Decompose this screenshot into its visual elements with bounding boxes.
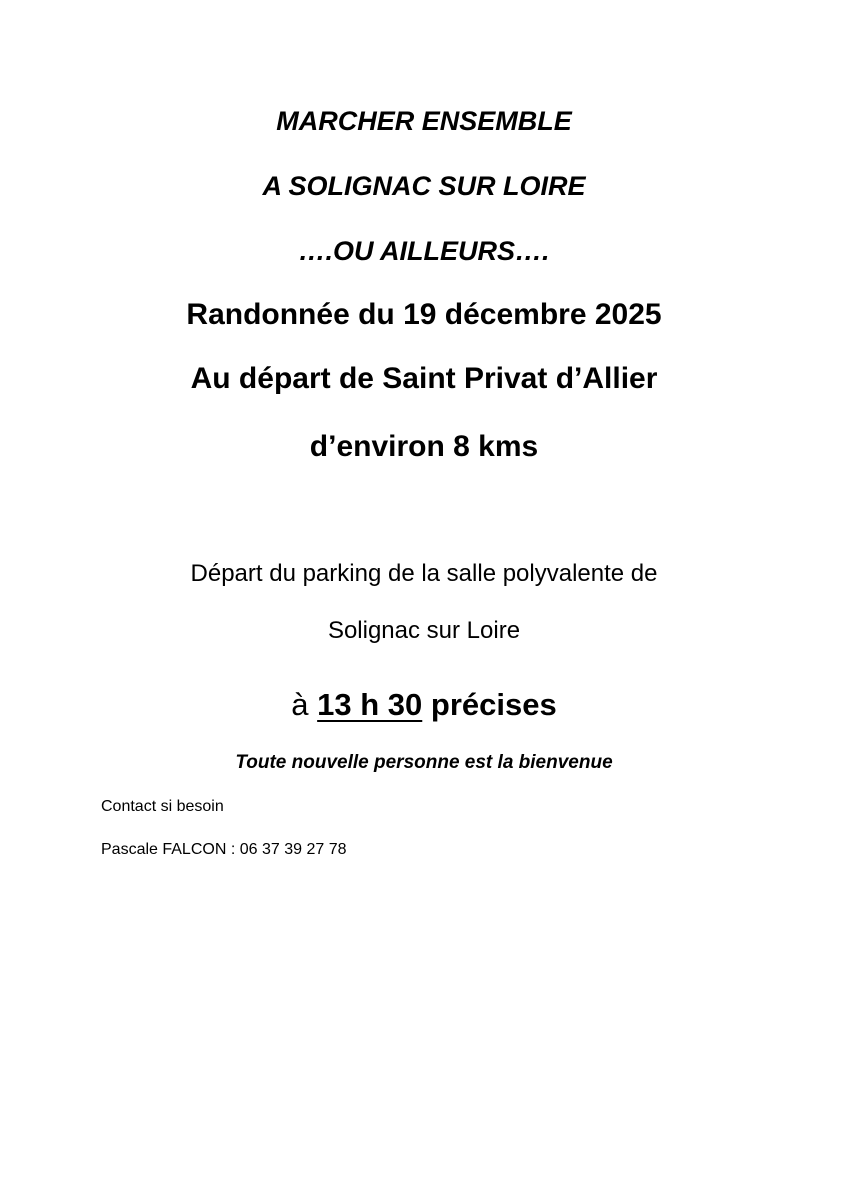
welcome-note: Toute nouvelle personne est la bienvenue	[235, 752, 613, 773]
event-distance: d’environ 8 kms	[309, 430, 539, 463]
event-start: Au départ de Saint Privat d’Allier	[190, 362, 658, 395]
contact-person: Pascale FALCON : 06 37 39 27 78	[101, 841, 347, 858]
meeting-time	[0, 687, 848, 723]
heading-line-3: ….OU AILLEURS….	[298, 236, 550, 266]
time-value: 13 h 30	[317, 687, 423, 722]
event-date: Randonnée du 19 décembre 2025	[186, 298, 662, 331]
heading-line-2: A SOLIGNAC SUR LOIRE	[262, 171, 586, 201]
contact-label: Contact si besoin	[101, 798, 224, 815]
time-prefix: à	[291, 687, 309, 722]
meeting-line-2: Solignac sur Loire	[327, 617, 521, 644]
meeting-line-1: Départ du parking de la salle polyvalente de	[190, 560, 658, 587]
heading-line-1: MARCHER ENSEMBLE	[276, 106, 572, 136]
time-suffix: précises	[430, 687, 557, 722]
